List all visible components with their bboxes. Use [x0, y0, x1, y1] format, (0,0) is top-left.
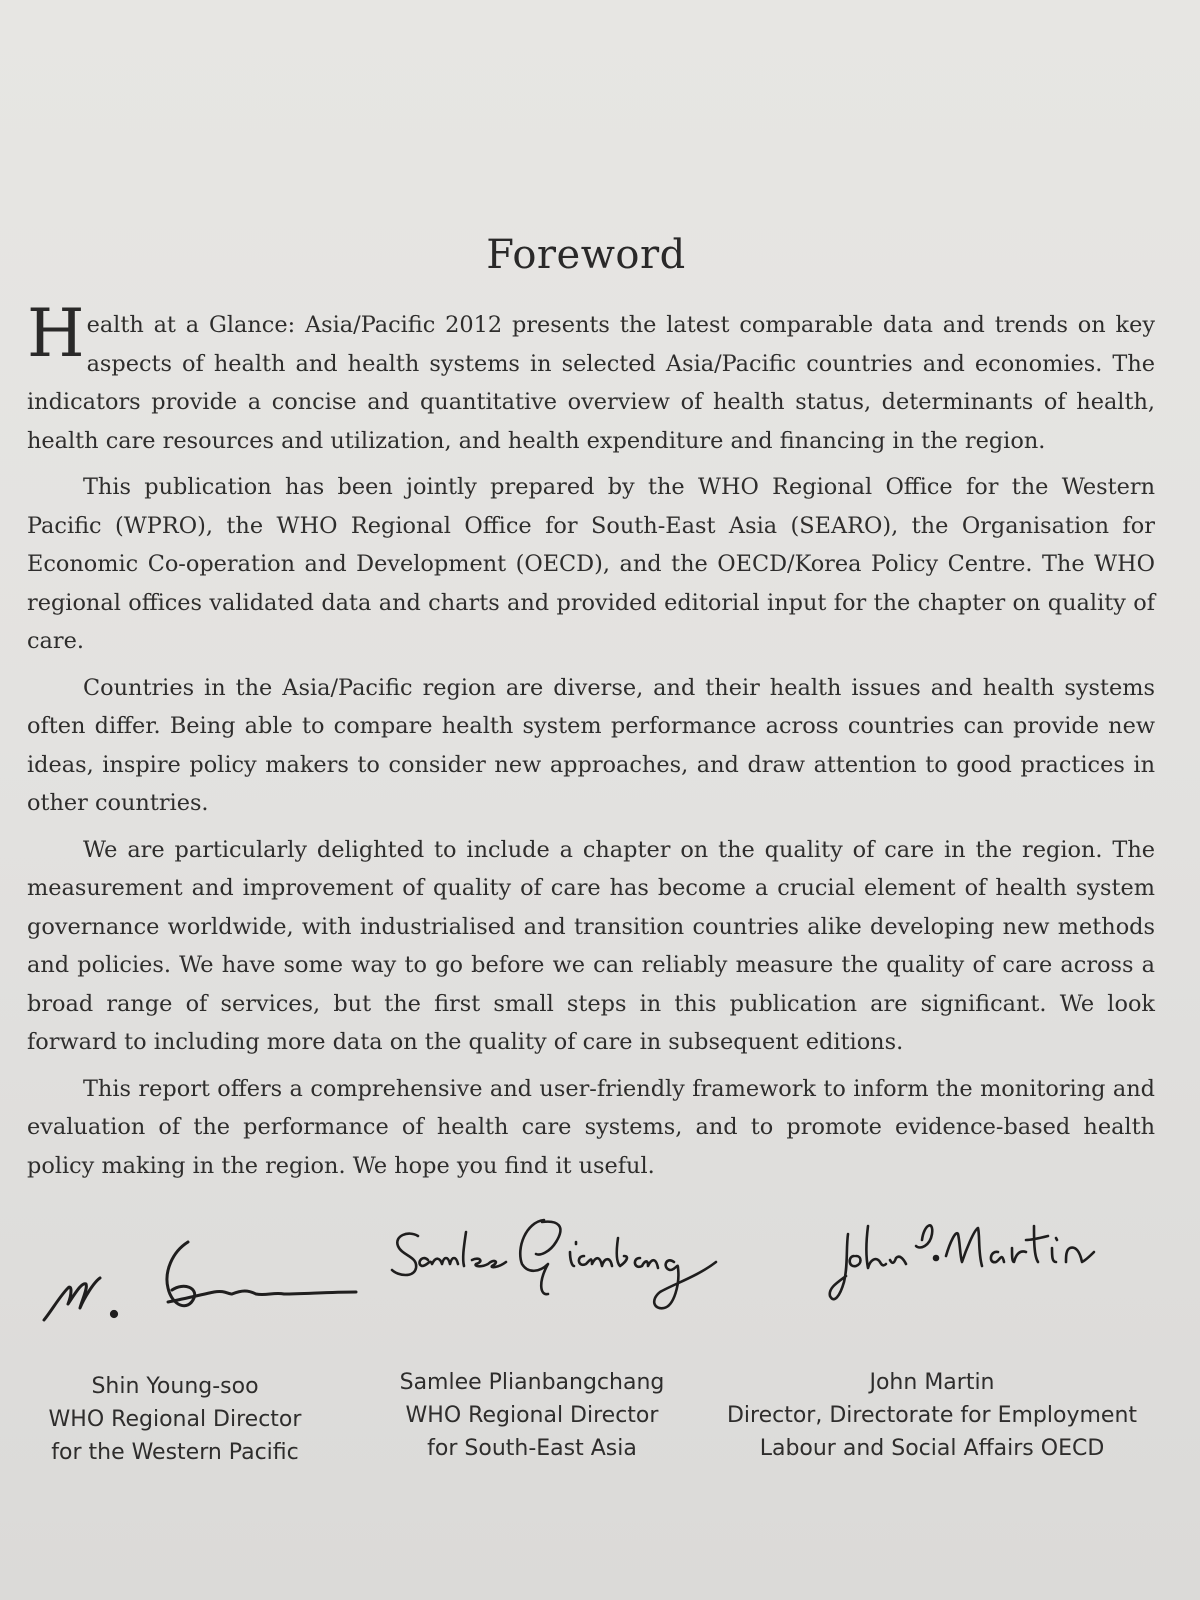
signature-shin: [38, 1232, 368, 1332]
paragraph-5: This report offers a comprehensive and user-friendly framework to inform the monitoring and evaluation of the performance of health care systems, and to promote evidence-based health policy making in the region. We hope you find it useful.: [27, 1075, 1155, 1179]
signatory-martin: [722, 1366, 1142, 1465]
signatory-org: for South-East Asia: [427, 1436, 637, 1461]
paragraph-3: Countries in the Asia/Pacific region are diverse, and their health issues and health systems often differ. Being able to compare health system performance across countries can provide new ideas, inspire policy makers to consider new approaches, and draw attention to good practices in other countries.: [27, 674, 1155, 816]
page-title: Foreword: [486, 232, 686, 278]
signatory-role: Director, Directorate for Employment: [726, 1403, 1138, 1428]
signatory-shin: [20, 1370, 330, 1469]
signatory-role: WHO Regional Director: [405, 1403, 659, 1428]
signature-martin: [826, 1212, 1126, 1312]
drop-cap: H: [27, 295, 85, 372]
paragraph-1: [27, 295, 1155, 460]
signatures: [0, 1212, 1200, 1352]
signatory-name: Samlee Plianbangchang: [399, 1370, 665, 1395]
signatory-org: for the Western Pacific: [51, 1440, 299, 1465]
signatory-samlee: [372, 1366, 692, 1465]
signatory-name: Shin Young-soo: [91, 1374, 259, 1399]
signatory-name: John Martin: [869, 1370, 995, 1395]
signatory-role: WHO Regional Director: [48, 1407, 302, 1432]
paragraph-4: We are particularly delighted to include a chapter on the quality of care in the region. The measurement and improvement of quality of care has become a crucial element of health system governance worldwide, with industrialised and transition countries alike developing new methods and policies. We have some way to go before we can reliably measure the quality of care across a broad range of services, but the first small steps in this publication are significant. We look forward to including more data on the quality of care in subsequent editions.: [27, 836, 1155, 1055]
signatory-org: Labour and Social Affairs OECD: [759, 1436, 1105, 1461]
signature-samlee: [388, 1212, 728, 1322]
paragraph-text: ealth at a Glance: Asia/Pacific 2012 presents the latest comparable data and trends on key aspects of health and health systems in selected Asia/Pacific countries and economies. The indicators provide a concise and quantitative overview of health status, determinants of health, health care resources and utilization, and health expenditure and financing in the region.: [27, 312, 1155, 454]
foreword-body: [27, 295, 1155, 1193]
paragraph-2: This publication has been jointly prepared by the WHO Regional Office for the Western Pacific (WPRO), the WHO Regional Office for South-East Asia (SEARO), the Organisation for Economic Co-operation and Development (OECD), and the OECD/Korea Policy Centre. The WHO regional offices validated data and charts and provided editorial input for the chapter on quality of care.: [27, 474, 1155, 654]
